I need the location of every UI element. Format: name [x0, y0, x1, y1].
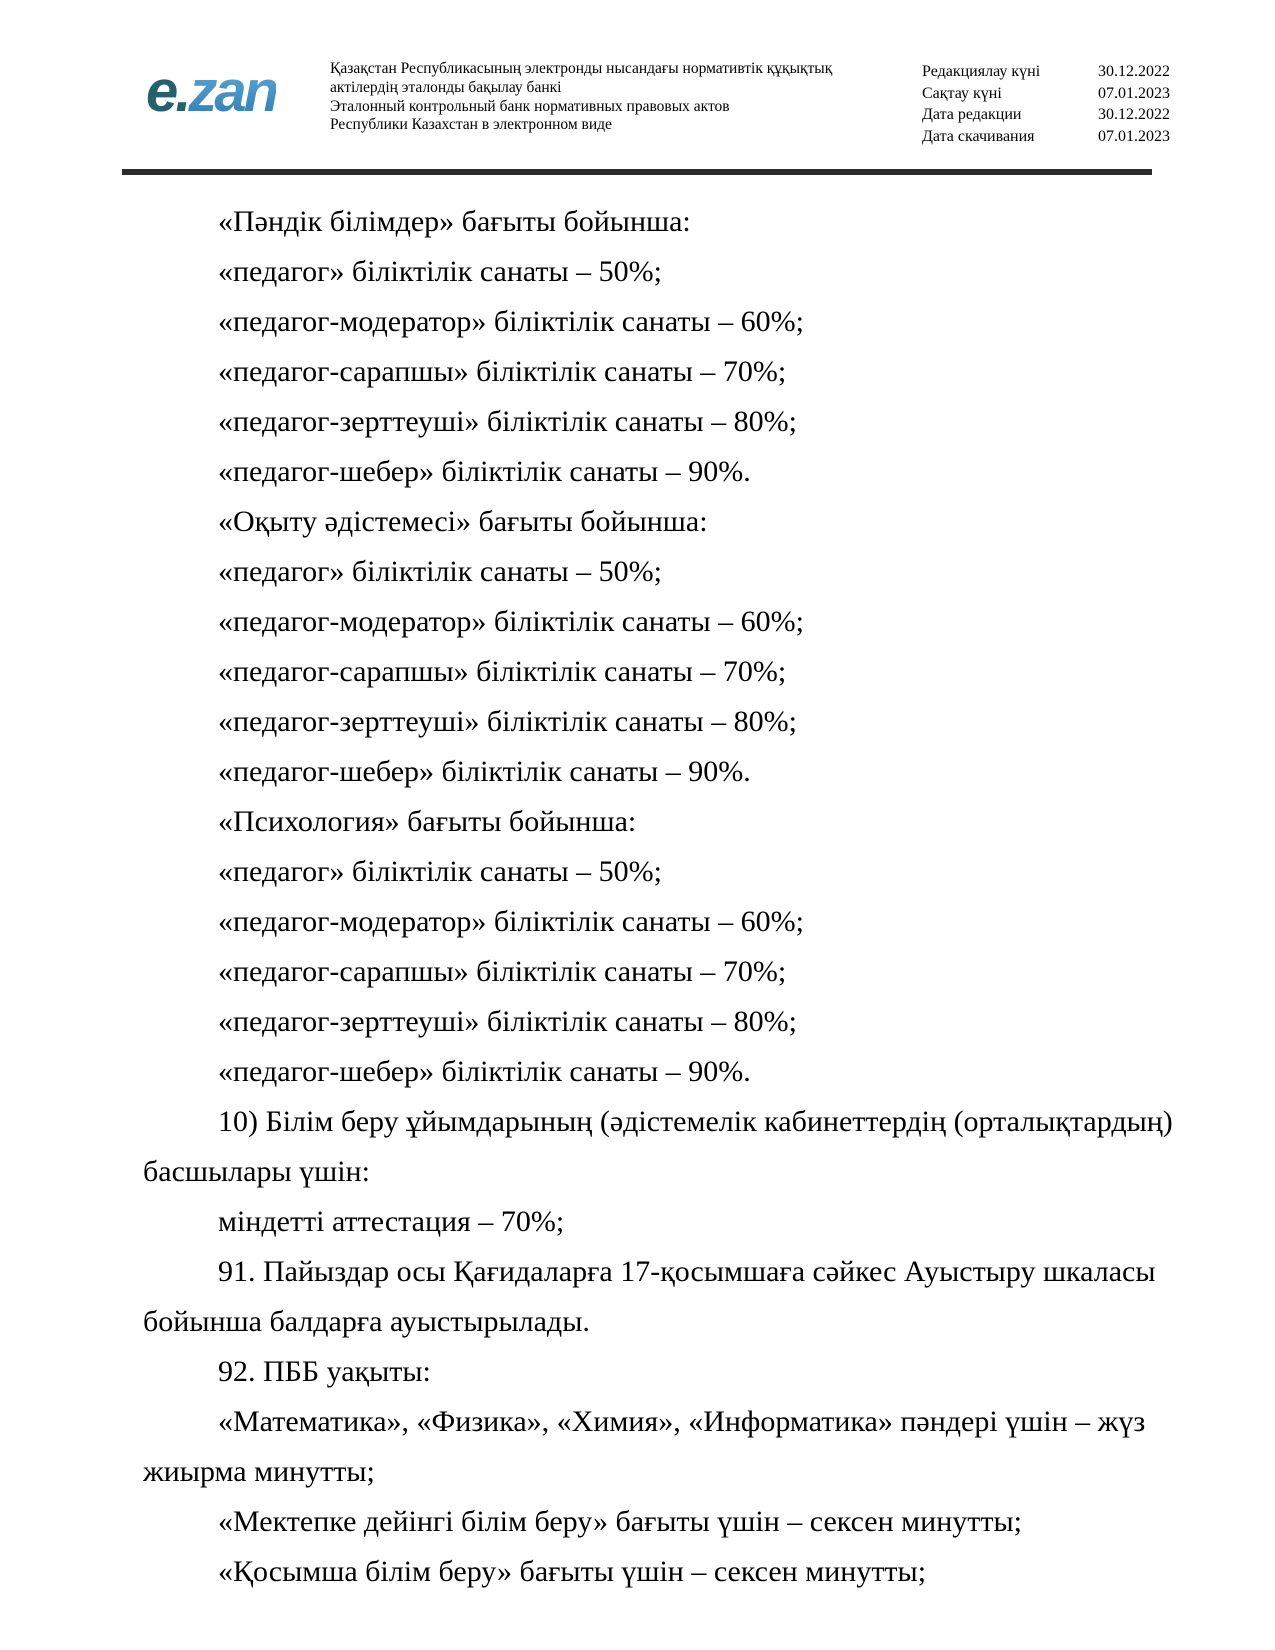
document-body	[143, 197, 1173, 1597]
meta-value: 30.12.2022	[1098, 63, 1170, 80]
bank-title-line: актілердің эталонды бақылау банкі	[330, 78, 562, 96]
meta-row	[922, 104, 1170, 126]
meta-label: Дата скачивания	[922, 127, 1035, 145]
bank-title-line: Эталонный контрольный банк нормативных правовых актов	[330, 97, 730, 115]
meta-value: 30.12.2022	[1098, 106, 1170, 124]
meta-label: Сақтау күні	[922, 84, 1002, 102]
text-line: «педагог-сарапшы» біліктілік санаты – 70%;	[218, 355, 787, 388]
logo-text-primary: e.	[146, 59, 189, 124]
text-line: «педагог-модератор» біліктілік санаты – 60%;	[218, 305, 804, 338]
text-line: «педагог-модератор» біліктілік санаты – 60%;	[218, 605, 804, 638]
text-line: 91. Пайыздар осы Қағидаларға 17-қосымшаға сәйкес Ауыстыру шкаласы	[218, 1255, 1156, 1288]
logo-text-secondary: zan	[188, 59, 277, 124]
text-line: «Математика», «Физика», «Химия», «Информатика» пәндері үшін – жүз	[218, 1405, 1146, 1438]
text-line: «педагог-модератор» біліктілік санаты – 60%;	[218, 905, 804, 938]
text-line: «педагог» біліктілік санаты – 50%;	[218, 555, 663, 588]
text-line: «педагог» біліктілік санаты – 50%;	[218, 255, 663, 288]
text-line: «Мектепке дейінгі білім беру» бағыты үшін – сексен минутты;	[218, 1505, 1022, 1538]
bank-title	[330, 60, 875, 135]
text-line: «педагог-шебер» біліктілік санаты – 90%.	[218, 455, 751, 488]
ezan-logo	[146, 59, 277, 124]
text-line: «Пәндік білімдер» бағыты бойынша:	[218, 205, 691, 238]
meta-row	[922, 83, 1170, 105]
bank-title-line: Қазақстан Республикасының электронды нысандағы нормативтік құқықтық	[330, 60, 833, 77]
meta-value: 07.01.2023	[1098, 127, 1170, 145]
text-line: «педагог-сарапшы» біліктілік санаты – 70%;	[218, 955, 787, 988]
text-line: жиырма минутты;	[143, 1455, 375, 1488]
text-line: «педагог-зерттеуші» біліктілік санаты – 80%;	[218, 705, 797, 738]
text-line: «педагог-зерттеуші» біліктілік санаты – 80%;	[218, 405, 797, 438]
bank-title-line: Республики Казахстан в электронном виде	[330, 116, 612, 134]
text-line: бойынша балдарға ауыстырылады.	[143, 1305, 590, 1338]
text-line: «Қосымша білім беру» бағыты үшін – сексен минутты;	[218, 1555, 927, 1588]
meta-label: Редакциялау күні	[922, 63, 1041, 80]
meta-value: 07.01.2023	[1098, 84, 1170, 102]
meta-row	[922, 126, 1170, 148]
text-line: 10) Білім беру ұйымдарының (әдістемелік кабинеттердің (орталықтардың)	[218, 1105, 1173, 1138]
text-line: міндетті аттестация – 70%;	[218, 1205, 565, 1238]
meta-row	[922, 61, 1170, 83]
text-line: басшылары үшін:	[143, 1155, 370, 1188]
header-divider	[122, 169, 1152, 175]
text-line: «педагог-зерттеуші» біліктілік санаты – 80%;	[218, 1005, 797, 1038]
text-line: «педагог-сарапшы» біліктілік санаты – 70%;	[218, 655, 787, 688]
text-line: «педагог» біліктілік санаты – 50%;	[218, 855, 663, 888]
meta-label: Дата редакции	[922, 106, 1022, 124]
text-line: «педагог-шебер» біліктілік санаты – 90%.	[218, 755, 751, 788]
text-line: «Психология» бағыты бойынша:	[218, 805, 637, 838]
text-line: «Оқыту әдістемесі» бағыты бойынша:	[218, 505, 708, 538]
meta-dates	[922, 61, 1170, 147]
text-line: 92. ПББ уақыты:	[218, 1355, 431, 1388]
text-line: «педагог-шебер» біліктілік санаты – 90%.	[218, 1055, 751, 1088]
